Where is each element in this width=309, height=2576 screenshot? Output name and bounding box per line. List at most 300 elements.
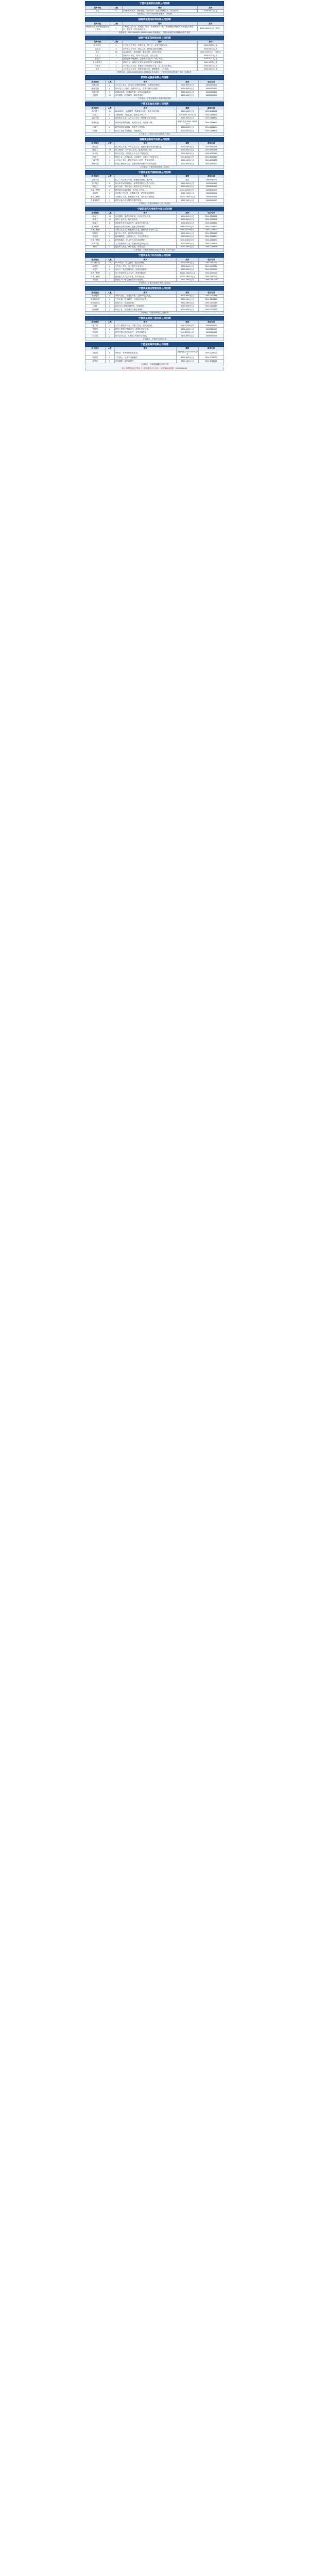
job-position: 设备工程师 [85,239,106,242]
job-headcount: 6 [105,87,114,91]
table-header-row [85,175,224,178]
job-requirements: 有电子厂品质管理经验，熟悉检验标准。 [114,268,176,272]
job-position: 生产普工 [85,110,106,113]
job-salary: 5000-6500元/月 [176,242,199,245]
table-header-row [85,107,224,110]
job-salary: 4500-6000元/月 [176,94,199,97]
job-headcount: 3 [110,54,122,58]
table-row [85,272,224,275]
job-position: 前台接待 [85,294,106,298]
job-salary: 6500-8000元/月 [176,182,199,185]
job-table [85,6,224,13]
column-header: 要求 [114,320,176,324]
job-requirements: 熟悉广联达等造价软件，有预结算经验。 [114,331,176,334]
job-position: 包装工 [85,113,106,117]
job-contact-phone: 0593-2100189 [199,304,224,308]
job-contact-phone: 0593-2886601 [199,110,224,113]
job-headcount: 2 [105,304,114,308]
job-requirements: 身体健康，能适应两班倒，有冲压经验优先。 [114,215,176,218]
job-contact-phone: 0593-2886601 [199,113,224,117]
job-salary: 8000-15000元/月（面议） [198,25,224,31]
job-table [85,40,224,71]
job-table [85,142,224,166]
job-position: 软件工程师 [85,275,106,279]
section-contact-note: 联系电话：0593-2668006 0593-2668005 报名地址：宁德市东侨经济技术开发区工业路8号 [85,71,224,74]
job-position: 储能系统工程师/电池包设计工程师 [86,26,109,30]
job-table [85,347,224,363]
job-requirements: 有洁净车间管理经验，能带领团队完成生产计划。 [114,182,176,185]
job-requirements: 大专及以上学历，熟练使用Excel，数据敏感，工作细致。 [123,67,198,71]
section-title: 宁德某某电子科技有限公司招聘 [85,253,224,258]
job-salary: 5000-6500元/月 [176,265,199,268]
section-title: 宁德市某某科技有限公司招聘 [85,1,224,6]
job-position: 客服专员 [85,90,106,94]
table-row [85,278,224,282]
job-salary: 6000-8000元/月 [176,148,199,152]
job-section [85,75,224,100]
job-requirements: 形象气质佳，普通话标准，会简单英语优先。 [114,294,176,298]
job-headcount: 4 [110,61,122,64]
job-headcount: 15 [105,261,114,265]
job-position: 钳工/焊工 [85,44,110,47]
job-headcount: 5 [105,235,114,239]
table-row [85,44,224,47]
job-section [85,316,224,341]
job-salary: 4500-6000元/月 [176,110,199,113]
job-headcount: 10 [105,94,114,97]
job-headcount: 15 [105,110,114,113]
job-position: 统计 [85,67,110,71]
job-position: 模具维修 [85,225,106,228]
table-row [85,275,224,279]
job-table [85,106,224,133]
job-salary: 5000-6500元/月 [176,235,199,239]
column-header: 联系电话 [199,291,224,295]
job-contact-phone: 0593-2997001 [199,261,224,265]
job-headcount: 3 [110,64,122,67]
table-row [85,113,224,117]
job-headcount: 20 [105,148,114,152]
job-position: 质量工程师 [85,189,106,192]
job-salary: 7000-10000元/月 [176,156,199,159]
column-header: 人数 [105,107,114,110]
job-position: 计划员 [85,278,106,282]
job-position: 测试员 [85,265,106,268]
column-header: 要求 [114,258,176,262]
table-row [85,198,224,202]
table-row [85,156,224,159]
table-row [85,126,224,129]
job-headcount: 6 [105,359,114,363]
table-row [85,245,224,249]
section-contact-note: 工作地点：宁德市东侨经济技术开发区 [85,133,224,136]
column-header: 薪资 [176,211,199,215]
job-headcount: 20 [110,50,122,54]
table-row [85,64,224,67]
job-headcount: 2 [105,239,114,242]
column-header: 要求 [123,40,198,44]
job-contact-phone: 0593-6551189 [199,152,224,156]
job-headcount: 1 [110,67,122,71]
job-position: 造价员 [85,331,106,334]
job-headcount: 8 [105,113,114,117]
job-salary: 计件4000-7000元/月 [176,113,199,117]
job-position: 设备管理员 [85,198,106,202]
column-header: 服务岗位 [85,320,106,324]
column-header: 要求 [114,142,176,145]
column-header: 服务岗位 [85,80,106,84]
job-requirements: 形象好，有销售经验者优先。 [114,350,176,356]
job-position: 装配工 [85,185,106,189]
job-section [85,342,224,366]
job-salary: 10000-18000元/月 [176,195,199,199]
job-salary: 5000-6500元/月 [176,145,199,149]
job-position: 生产组长 [85,182,106,185]
job-salary: 6000-9000元/月 [176,304,199,308]
job-position: 质检员 [85,47,110,50]
job-headcount: 2 [105,328,114,331]
recruitment-document [85,0,224,370]
job-position: 采购员 [85,192,106,195]
job-headcount: 5 [110,44,122,47]
job-headcount: 8 [105,350,114,356]
job-salary: 8000-12000元/月 [176,189,199,192]
job-requirements: 有采购工作经验，谈判能力强，熟悉供应商管理。 [114,192,176,195]
table-row [85,129,224,133]
job-position: 理货员 [85,359,106,363]
column-header: 要求 [123,22,198,26]
table-row [85,110,224,113]
job-salary: 5000-6000元/月 [176,129,199,133]
job-contact-phone: 0593-2997004 [199,278,224,282]
job-position: 物料员 [85,232,106,235]
job-contact-phone: 13905030103 [199,185,224,189]
job-contact-phone: 0593-2997003 [199,275,224,279]
column-header: 联系电话 [199,258,224,262]
column-header: 要求 [114,80,176,84]
column-header: 薪资 [198,40,224,44]
column-header: 薪资 [176,291,199,295]
job-requirements: 环境工程相关专业，熟悉环保法规和排污许可管理。 [114,162,176,166]
table-row [85,83,224,87]
job-salary: 面议 [176,178,199,182]
job-requirements: 持电工证，熟悉酒店设施设备维护。 [114,308,176,312]
job-section [85,137,224,169]
job-headcount: 1 [105,159,114,162]
column-header: 薪资 [198,6,224,10]
job-requirements: 熟悉机器人、PLC等自动化设备维护。 [114,239,176,242]
job-contact-phone: 0593-2100189 [199,301,224,305]
table-row [85,334,224,338]
column-header: 人数 [105,258,114,262]
section-title: 福建宁德某某制造有限公司招聘 [85,36,224,40]
section-title: 福建某某新材料有限公司招聘 [85,137,224,142]
job-headcount: 6 [105,265,114,268]
column-header: 薪资 [176,142,199,145]
job-headcount: 2 [105,228,114,232]
job-salary: 4000-5000元/月 [176,159,199,162]
job-contact-phone: 0593-2886602 [199,116,224,120]
job-salary: 4500-5500元/月 [176,232,199,235]
table-header-row [85,22,224,26]
job-headcount: 1 [105,162,114,166]
table-header-row [85,40,224,44]
table-row [85,294,224,298]
column-header: 人数 [105,211,114,215]
job-requirements: 持C1及以上驾照，驾龄3年以上，熟悉宁德市区道路。 [114,87,176,91]
section-title: 宁德某某汽车零部件有限公司招聘 [85,207,224,211]
job-requirements: 大专以上学历，3年以上仓储管理经验，熟悉WMS系统。 [114,83,176,87]
column-header: 薪资 [176,107,199,110]
job-headcount: 6 [105,301,114,305]
column-header: 要求 [114,347,176,350]
job-position: 客房服务员 [85,298,106,301]
job-headcount: 1 [105,331,114,334]
job-position: 品控专员 [85,116,106,120]
job-salary: 5000-7000元/月，包吃住 [198,50,224,54]
job-requirements: 持焊工证优先，能吃苦耐劳。 [114,218,176,222]
job-salary: 7000-10000元/月 [176,324,199,328]
job-headcount: 5 [110,9,122,13]
job-requirements: 18-45周岁，初中以上学历，能适应四班三倒。 [114,148,176,152]
job-position: 餐厅服务员 [85,301,106,305]
section-title: 宁德某某商贸有限公司招聘 [85,342,224,347]
table-row [85,359,224,363]
job-table [85,22,224,31]
job-contact-phone: 15059330102 [199,328,224,331]
section-title: 宁德某某酒店管理有限公司招聘 [85,286,224,291]
column-header: 服务岗位 [85,211,106,215]
job-requirements: 18-50周岁，身体健康，持健康证优先，服从车间安排。 [114,110,176,113]
job-position: 仓储主管 [85,83,106,87]
job-table [85,291,224,312]
job-requirements: 手脚麻利，工作认真，能适应计件工作。 [114,113,176,117]
job-requirements: 18-38周岁，视力良好，能适应倒班。 [114,261,176,265]
job-headcount: 10 [105,215,114,218]
job-contact-phone: 0593-2358801 [199,218,224,222]
job-position: 操作工 [85,148,106,152]
table-row [85,218,224,222]
job-contact-phone: 0593-2358804 [199,239,224,242]
table-header-row [85,320,224,324]
job-requirements: 食品相关专业，大专以上学历，熟悉食品安全标准。 [114,116,176,120]
job-requirements: 持电工证，熟悉DCS、仪表维护，有化工厂经验优先。 [114,156,176,159]
table-header-row [85,291,224,295]
section-contact-note: 工作地点：宁德市东侨经济技术开发区 汽车产业园 [85,249,224,252]
column-header: 人数 [110,40,122,44]
job-headcount: 10 [105,218,114,222]
table-row [85,9,224,13]
job-position: 技术员 [85,64,110,67]
table-row [85,61,224,64]
column-header: 要求 [114,107,176,110]
table-row [85,195,224,199]
job-requirements: 本科及以上学历，新能源、电气、机械等相关专业，熟悉储能系统集成或电池包结构设计，有相关工作经验者优先。 [123,25,198,31]
job-salary: 6000-8000元/月 [176,152,199,156]
job-salary: 5500-7000元/月 [176,198,199,202]
job-position: 导购员 [85,350,106,356]
job-salary: 10000-16000元/月 [176,275,199,279]
table-row [85,182,224,185]
job-contact-phone: 0593-2755020 [199,350,224,356]
job-headcount: 1 [105,198,114,202]
job-salary: 5500-7000元/月 [176,278,199,282]
section-contact-note: 工作地点：宁德市各项目工地 [85,338,224,341]
column-header: 联系电话 [199,80,224,84]
job-position: 仓管员 [85,57,110,61]
table-header-row [85,347,224,350]
column-header: 服务岗位 [85,175,106,178]
job-salary: 8000-11000元/月 [176,225,199,228]
table-row [85,304,224,308]
table-row [85,159,224,162]
column-header: 联系电话 [199,211,224,215]
column-header: 人数 [105,175,114,178]
job-headcount: 2 [105,245,114,249]
job-contact-phone: 0593-2358802 [199,222,224,225]
job-section [85,170,224,206]
job-requirements: 退伍军人优先，身体健康，责任心强。 [114,245,176,249]
job-requirements: 有员工食堂工作经验，持健康证。 [114,129,176,133]
table-row [85,356,224,360]
job-contact-phone: 13905030107 [199,198,224,202]
job-requirements: 工作细心，会基本电脑操作。 [114,356,176,360]
job-requirements: 熟悉冲压模具结构，能独立维修调试。 [114,225,176,228]
job-contact-phone: 0593-2358806 [199,245,224,249]
job-table [85,80,224,97]
job-contact-phone: 0593-2886605 [199,129,224,133]
column-header: 人数 [105,142,114,145]
table-row [85,350,224,356]
job-headcount: 3 [105,145,114,149]
job-position: 工艺工程师 [85,228,106,232]
column-header: 人数 [110,6,122,10]
job-contact-phone: 13905030102 [199,182,224,185]
table-row [85,235,224,239]
column-header: 要求 [114,291,176,295]
job-salary: 5000-6500元/月 [176,261,199,265]
job-requirements: 热情大方，服务意识强。 [114,301,176,305]
job-requirements: 医学、药学相关专业，熟悉医疗器械注册法规。 [114,178,176,182]
job-headcount: 2 [105,334,114,338]
job-salary: 4000-5000元/月 [176,294,199,298]
job-salary: 4500-6000元/月 [176,185,199,189]
job-salary: 6000-8000元/月 [176,87,199,91]
column-header: 服务岗位 [85,107,106,110]
job-salary: 5500-7000元/月 [198,54,224,58]
job-headcount: 4 [105,294,114,298]
job-position: 收银员 [85,356,106,360]
job-headcount: 4 [105,232,114,235]
table-row [85,87,224,91]
job-headcount: 1 [105,192,114,195]
job-salary: 5000-6500元/月 [198,47,224,50]
job-requirements: 熟悉ISO13485体系，本科以上学历。 [114,189,176,192]
table-row [85,331,224,334]
job-headcount: 2 [105,126,114,129]
job-contact-phone: 0593-2358803 [199,228,224,232]
job-contact-phone: 0593-2358804 [199,235,224,239]
job-requirements: 持有效叉车证，有1年以上经验，责任心强。 [123,54,198,58]
column-header: 薪资 [176,258,199,262]
job-table [85,320,224,338]
job-salary: 4500-5500元/月 [198,67,224,71]
column-header: 联系电话 [199,142,224,145]
job-position: 资料员 [85,328,106,331]
column-header: 服务岗位 [85,347,106,350]
job-requirements: 土木工程相关专业，持施工员证，有现场经验。 [114,324,176,328]
job-headcount: 4 [105,156,114,159]
section-contact-note: 联系电话：0593-6609031 0593-6228862 联系地址：宁德市蕉城区漳湾镇新能源产业园 [85,31,224,35]
column-header: 薪资 [176,347,199,350]
job-position: 冲压工 [85,215,106,218]
table-row [85,185,224,189]
job-headcount: 2 [105,116,114,120]
job-salary: 6000-8000元/月 [176,215,199,218]
job-section [85,101,224,136]
job-salary: 3800-4500元/月 [176,359,199,363]
table-row [85,67,224,71]
job-requirements: 电子信息相关专业本科，熟悉电路设计。 [114,272,176,275]
table-row [85,265,224,268]
job-position: 人事专员 [85,242,106,245]
job-position: IPQC [85,268,106,272]
table-header-row [85,6,224,10]
job-salary: 5000-7000元/月 [176,116,199,120]
job-headcount: 5 [105,120,114,126]
job-salary: 6000-8500元/月 [198,64,224,67]
job-requirements: 大专及以上学历，机械或自动化相关专业，有工艺经验优先。 [123,64,198,67]
job-salary: 9000-13000元/月 [176,239,199,242]
job-contact-phone: 0593-6551188 [199,145,224,149]
table-header-row [85,211,224,215]
section-contact-note: 工作地点：宁德市福安湾坞工业园区 [85,166,224,169]
table-row [85,228,224,232]
job-salary: 6000-8500元/月 [176,218,199,222]
column-header: 要求 [114,175,176,178]
job-contact-phone: 0593-2886604 [199,126,224,129]
job-headcount: 1 [105,129,114,133]
job-contact-phone: 18050520301 [199,83,224,87]
job-salary: 9000-14000元/月 [176,228,199,232]
job-salary: 6000-9000元/月 [198,61,224,64]
job-position: 分拣员 [85,94,106,97]
job-headcount: 2 [105,83,114,87]
job-requirements: 本科以上学历，机械相关专业，熟悉汽车零部件工艺。 [114,228,176,232]
job-position: 电仪工 [85,156,106,159]
column-header: 薪资 [176,320,199,324]
job-salary: 6000-8000元/月 [176,334,199,338]
job-requirements: 高中及以上学历，细心认真，熟悉质量检验流程。 [123,47,198,50]
job-headcount: 2 [105,182,114,185]
job-headcount: 12 [105,185,114,189]
table-row [85,239,224,242]
job-section [85,253,224,285]
table-row [85,324,224,328]
job-headcount: 2 [105,272,114,275]
table-row [85,162,224,166]
job-requirements: 持安全员证，熟悉化工安全生产管理规范。 [114,152,176,156]
job-headcount: 2 [105,189,114,192]
table-header-row [85,142,224,145]
job-contact-phone: 0593-2100190 [199,308,224,312]
column-header: 人数 [105,320,114,324]
column-header: 薪资 [176,175,199,178]
section-title: 某某物流服务有限公司招聘 [85,75,224,80]
job-requirements: 化学相关专业，中专以上学历，能熟练使用常规检测仪器。 [114,145,176,149]
job-headcount: 6 [105,298,114,301]
column-header: 联系电话 [199,347,224,350]
